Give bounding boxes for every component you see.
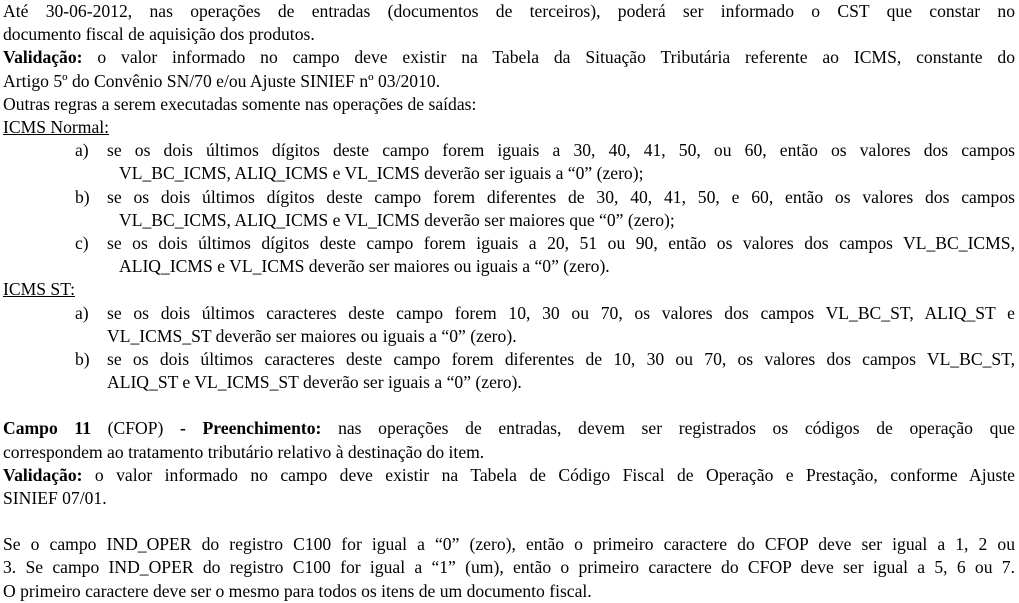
final-line-3: O primeiro caractere deve ser o mesmo para todos os itens de um documento fiscal. xyxy=(3,580,592,601)
validacao-line-2: Artigo 5º do Convênio SN/70 e/ou Ajuste SINIEF nº 03/2010. xyxy=(3,70,441,91)
item-line-1: se os dois últimos dígitos deste campo forem iguais a 30, 40, 41, 50, ou 60, então os valores dos campos xyxy=(107,140,1015,161)
spacer xyxy=(3,510,1015,533)
spacer xyxy=(3,394,1015,417)
validacao-2-line-2: SINIEF 07/01. xyxy=(3,488,107,509)
validacao-text: o valor informado no campo deve existir na Tabela de Código Fiscal de Operação e Prestação, conforme Ajuste xyxy=(94,464,1015,485)
item-line-2: VL_ICMS_ST deverão ser maiores ou iguais a “0” (zero). xyxy=(107,325,517,346)
campo11-cfop: (CFOP) xyxy=(107,418,164,439)
item-letter: b) xyxy=(75,349,90,370)
validacao-paragraph-2 xyxy=(3,464,1015,487)
item-line-2: VL_BC_ICMS, ALIQ_ICMS e VL_ICMS deverão ser iguais a “0” (zero); xyxy=(119,163,644,184)
campo11-paragraph xyxy=(3,417,1015,440)
item-line-2: ALIQ_ICMS e VL_ICMS deverão ser maiores ou iguais a “0” (zero). xyxy=(119,256,610,277)
validacao-text: o valor informado no campo deve existir na Tabela da Situação Tributária referente ao ICMS, constante do xyxy=(97,47,1015,68)
final-line-2: 3. Se campo IND_OPER do registro C100 for igual a “1” (um), então o primeiro caractere do CFOP deve ser igual a 5, 6 ou 7. xyxy=(3,557,1015,578)
item-line-2: VL_BC_ICMS, ALIQ_ICMS e VL_ICMS deverão ser maiores que “0” (zero); xyxy=(119,209,675,230)
final-line-1: Se o campo IND_OPER do registro C100 for igual a “0” (zero), então o primeiro caractere do CFOP deve ser igual a 1, 2 ou xyxy=(3,534,1015,555)
item-line-1: se os dois últimos dígitos deste campo forem diferentes de 30, 40, 41, 50, e 60, então os valores dos campos xyxy=(107,186,1015,207)
intro-line-2: documento fiscal de aquisição dos produtos. xyxy=(3,24,315,45)
item-letter: a) xyxy=(75,140,89,161)
icms-normal-item-a xyxy=(3,139,1015,185)
campo11-text: nas operações de entradas, devem ser registrados os códigos de operação que xyxy=(338,418,1015,439)
item-line-2: ALIQ_ST e VL_ICMS_ST deverão ser iguais a “0” (zero). xyxy=(107,372,522,393)
validacao-label: Validação: xyxy=(3,47,83,68)
preenchimento-label: - Preenchimento: xyxy=(180,418,322,439)
icms-normal-item-c xyxy=(3,232,1015,278)
item-line-1: se os dois últimos dígitos deste campo forem iguais a 20, 51 ou 90, então os valores dos campos VL_BC_ICMS, xyxy=(107,233,1015,254)
validacao-label: Validação: xyxy=(3,464,83,485)
outras-regras-text: Outras regras a serem executadas somente nas operações de saídas: xyxy=(3,93,477,114)
item-line-1: se os dois últimos caracteres deste campo forem diferentes de 10, 30 ou 70, os valores dos campos VL_BC_ST, xyxy=(107,349,1015,370)
icms-normal-item-b xyxy=(3,186,1015,232)
campo11-line-2: correspondem ao tratamento tributário relativo à destinação do item. xyxy=(3,441,485,462)
item-letter: c) xyxy=(75,233,89,254)
item-letter: b) xyxy=(75,186,90,207)
icms-st-heading: ICMS ST: xyxy=(3,279,75,300)
item-letter: a) xyxy=(75,302,89,323)
intro-line-1: Até 30-06-2012, nas operações de entradas (documentos de terceiros), poderá ser informado o CST que constar no xyxy=(3,1,1015,21)
icms-normal-heading: ICMS Normal: xyxy=(3,117,110,138)
campo11-label: Campo 11 xyxy=(3,418,92,439)
icms-st-item-a xyxy=(3,302,1015,348)
validacao-paragraph-1 xyxy=(3,46,1015,69)
icms-st-item-b xyxy=(3,348,1015,394)
item-line-1: se os dois últimos caracteres deste campo forem 10, 30 ou 70, os valores dos campos VL_BC_ST, ALIQ_ST e xyxy=(107,302,1015,323)
